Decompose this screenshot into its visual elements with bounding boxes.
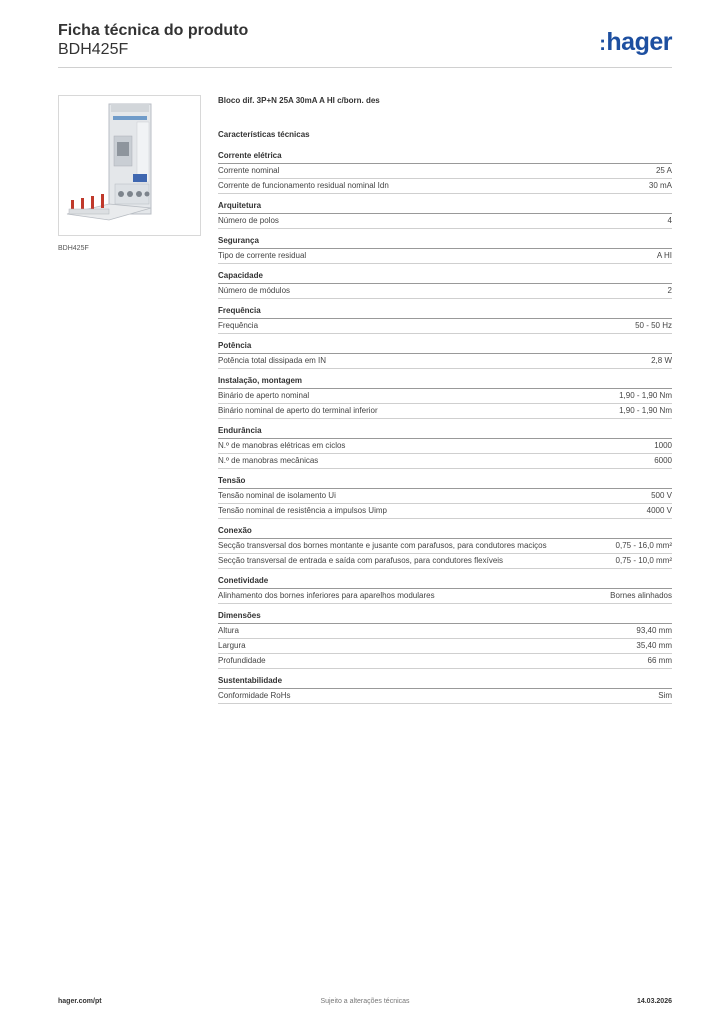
spec-section [218, 151, 672, 194]
spec-section [218, 426, 672, 469]
spec-label: Número de polos [218, 216, 279, 225]
spec-row [218, 319, 672, 334]
spec-row [218, 354, 672, 369]
spec-row [218, 179, 672, 194]
spec-value: 500 V [651, 491, 672, 500]
spec-value: 2 [667, 286, 672, 295]
section-title: Capacidade [218, 271, 672, 284]
spec-row [218, 589, 672, 604]
spec-value: 66 mm [647, 656, 672, 665]
section-title: Arquitetura [218, 201, 672, 214]
spec-label: Secção transversal dos bornes montante e jusante com parafusos, para condutores maciços [218, 541, 547, 550]
spec-row [218, 454, 672, 469]
spec-label: Potência total dissipada em IN [218, 356, 327, 365]
section-title: Dimensões [218, 611, 672, 624]
section-title: Endurância [218, 426, 672, 439]
spec-label: N.º de manobras mecânicas [218, 456, 319, 465]
product-reference: BDH425F [58, 41, 129, 58]
spec-value: 93,40 mm [636, 626, 672, 635]
spec-label: Secção transversal de entrada e saída com parafusos, para condutores flexíveis [218, 556, 504, 565]
spec-label: Tensão nominal de isolamento Ui [218, 491, 336, 500]
spec-section [218, 201, 672, 229]
spec-label: Binário de aperto nominal [218, 391, 310, 400]
hager-logo [599, 28, 672, 57]
spec-label: Tensão nominal de resistência a impulsos Uimp [218, 506, 387, 515]
spec-label: N.º de manobras elétricas em ciclos [218, 441, 346, 450]
spec-value: 50 - 50 Hz [635, 321, 672, 330]
spec-value: 25 A [655, 166, 672, 175]
spec-section [218, 376, 672, 419]
document-header [58, 22, 248, 60]
spec-value: 0,75 - 10,0 mm² [615, 556, 672, 565]
spec-value: 1000 [654, 441, 672, 450]
spec-value: 35,40 mm [636, 641, 672, 650]
spec-label: Corrente de funcionamento residual nominal Idn [218, 181, 389, 190]
page-title: Ficha técnica do produto [58, 22, 249, 39]
spec-value: 0,75 - 16,0 mm² [615, 541, 672, 550]
spec-row [218, 389, 672, 404]
section-title: Conexão [218, 526, 672, 539]
spec-section [218, 271, 672, 299]
spec-label: Largura [218, 641, 246, 650]
spec-label: Alinhamento dos bornes inferiores para aparelhos modulares [218, 591, 435, 600]
spec-value: 2,8 W [651, 356, 672, 365]
spec-value: 4 [667, 216, 672, 225]
spec-value: A HI [656, 251, 672, 260]
spec-content [218, 96, 672, 704]
spec-section [218, 676, 672, 704]
spec-section [218, 236, 672, 264]
spec-section [218, 611, 672, 669]
spec-value: 30 mA [648, 181, 672, 190]
image-caption: BDH425F [58, 245, 89, 252]
header-divider [58, 67, 672, 68]
spec-row [218, 624, 672, 639]
spec-label: Binário nominal de aperto do terminal inferior [218, 406, 378, 415]
spec-value: Bornes alinhados [610, 591, 672, 600]
spec-row [218, 554, 672, 569]
section-title: Potência [218, 341, 672, 354]
spec-row [218, 504, 672, 519]
logo-dots: : [599, 33, 606, 55]
spec-label: Profundidade [218, 656, 266, 665]
spec-sections [218, 151, 672, 704]
spec-row [218, 689, 672, 704]
product-image [58, 95, 201, 236]
spec-row [218, 489, 672, 504]
logo-text: hager [606, 28, 672, 56]
spec-label: Frequência [218, 321, 259, 330]
spec-value: 1,90 - 1,90 Nm [619, 391, 672, 400]
section-title: Sustentabilidade [218, 676, 672, 689]
spec-value: 4000 V [646, 506, 672, 515]
spec-value: 1,90 - 1,90 Nm [619, 406, 672, 415]
spec-section [218, 576, 672, 604]
spec-row [218, 164, 672, 179]
footer-notice: Sujeito a alterações técnicas [320, 998, 410, 1005]
spec-label: Número de módulos [218, 286, 291, 295]
section-title: Instalação, montagem [218, 376, 672, 389]
section-title: Frequência [218, 306, 672, 319]
spec-row [218, 284, 672, 299]
spec-label: Corrente nominal [218, 166, 280, 175]
spec-section [218, 341, 672, 369]
footer-date: 14.03.2026 [636, 998, 672, 1005]
spec-label: Altura [218, 626, 239, 635]
spec-label: Tipo de corrente residual [218, 251, 307, 260]
spec-row [218, 404, 672, 419]
spec-label: Conformidade RoHs [218, 691, 291, 700]
tech-characteristics-heading: Características técnicas [218, 130, 310, 139]
product-device-illustration [59, 96, 200, 235]
spec-row [218, 539, 672, 554]
spec-row [218, 439, 672, 454]
spec-row [218, 654, 672, 669]
spec-value: 6000 [654, 456, 672, 465]
footer-website-link[interactable]: hager.com/pt [58, 998, 102, 1005]
spec-row [218, 214, 672, 229]
spec-value: Sim [658, 691, 672, 700]
spec-section [218, 526, 672, 569]
section-title: Corrente elétrica [218, 151, 672, 164]
spec-row [218, 249, 672, 264]
section-title: Segurança [218, 236, 672, 249]
spec-row [218, 639, 672, 654]
product-description: Bloco dif. 3P+N 25A 30mA A HI c/born. des [218, 96, 380, 105]
section-title: Conetividade [218, 576, 672, 589]
section-title: Tensão [218, 476, 672, 489]
spec-section [218, 476, 672, 519]
spec-section [218, 306, 672, 334]
